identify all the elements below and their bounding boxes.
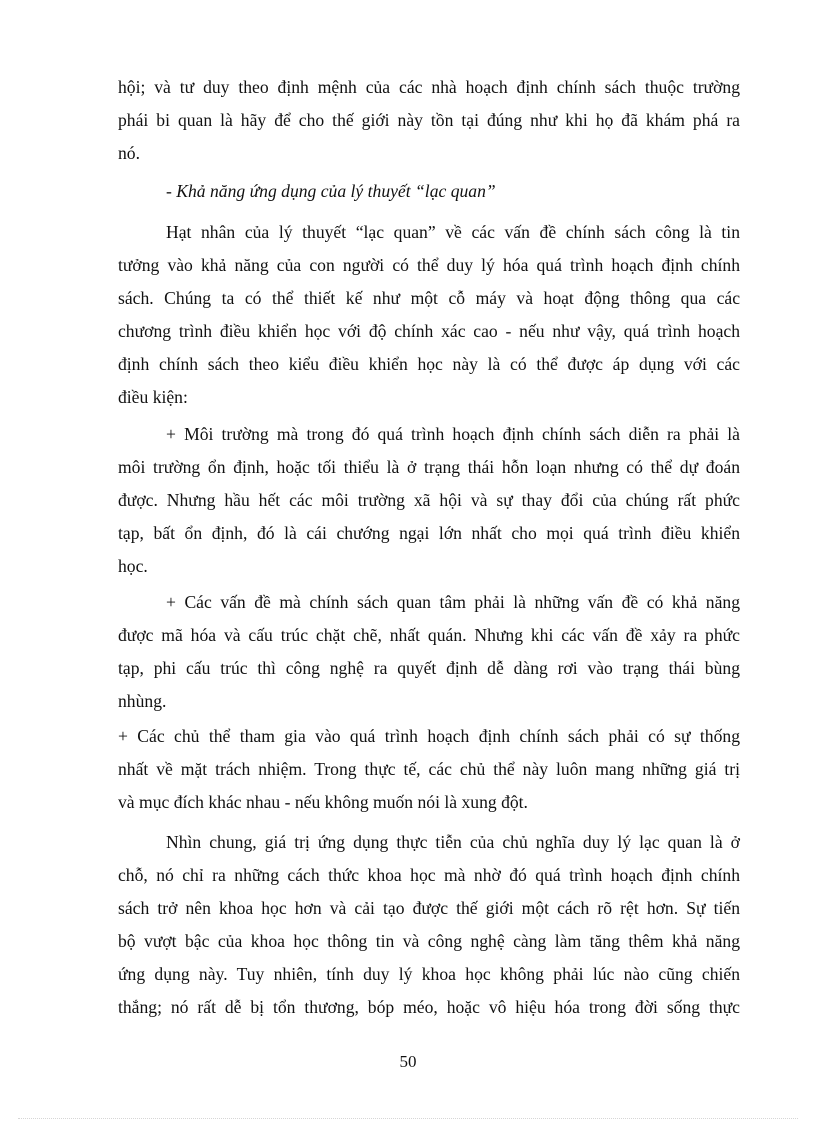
paragraph-4 bbox=[118, 720, 740, 819]
text-line: và mục đích khác nhau - nếu không muốn nói là xung đột. bbox=[118, 792, 528, 812]
paragraph-5 bbox=[118, 826, 740, 1024]
paragraph-3 bbox=[118, 586, 740, 718]
text-line: được mã hóa và cấu trúc chặt chẽ, nhất quán. Nhưng khi các vấn đề xảy ra phức bbox=[118, 625, 740, 645]
heading-text: - Khả năng ứng dụng của lý thuyết “lạc quan” bbox=[166, 181, 496, 201]
text-line: tạp, phi cấu trúc thì công nghệ ra quyết định dễ dàng rơi vào trạng thái bùng bbox=[118, 658, 740, 678]
text-line: nó. bbox=[118, 143, 140, 163]
paragraph-1 bbox=[118, 216, 740, 414]
text-line: + Các vấn đề mà chính sách quan tâm phải là những vấn đề có khả năng bbox=[166, 592, 740, 612]
text-line: tưởng vào khả năng của con người có thể duy lý hóa quá trình hoạch định chính bbox=[118, 255, 740, 275]
text-line: sách. Chúng ta có thể thiết kế như một cỗ máy và hoạt động thông qua các bbox=[118, 288, 740, 308]
text-line: định chính sách theo kiểu điều khiển học này là có thể được áp dụng với các bbox=[118, 354, 740, 374]
text-line: chỗ, nó chỉ ra những cách thức khoa học mà nhờ đó quá trình hoạch định chính bbox=[118, 865, 740, 885]
paragraph-2 bbox=[118, 418, 740, 583]
section-heading bbox=[166, 175, 740, 208]
text-line: nhùng. bbox=[118, 691, 167, 711]
footer-divider bbox=[18, 1118, 798, 1119]
text-line: tạp, bất ổn định, đó là cái chướng ngại lớn nhất cho mọi quá trình điều khiển bbox=[118, 523, 740, 543]
text-line: thắng; nó rất dễ bị tổn thương, bóp méo, hoặc vô hiệu hóa trong đời sống thực bbox=[118, 997, 740, 1017]
text-line: hội; và tư duy theo định mệnh của các nhà hoạch định chính sách thuộc trường bbox=[118, 77, 740, 97]
text-line: bộ vượt bậc của khoa học thông tin và công nghệ càng làm tăng thêm khả năng bbox=[118, 931, 740, 951]
text-line: Hạt nhân của lý thuyết “lạc quan” về các vấn đề chính sách công là tin bbox=[166, 222, 740, 242]
text-line: + Các chủ thể tham gia vào quá trình hoạch định chính sách phải có sự thống bbox=[118, 726, 740, 746]
text-line: học. bbox=[118, 556, 148, 576]
paragraph-continuation bbox=[118, 71, 740, 170]
text-line: nhất về mặt trách nhiệm. Trong thực tế, các chủ thể này luôn mang những giá trị bbox=[118, 759, 740, 779]
text-line: môi trường ổn định, hoặc tối thiểu là ở trạng thái hỗn loạn nhưng có thể dự đoán bbox=[118, 457, 740, 477]
page-number: 50 bbox=[399, 1052, 417, 1071]
text-line: phái bi quan là hãy để cho thế giới này tồn tại đúng như khi họ đã khám phá ra bbox=[118, 110, 740, 130]
text-line: Nhìn chung, giá trị ứng dụng thực tiễn của chủ nghĩa duy lý lạc quan là ở bbox=[166, 832, 740, 852]
text-line: sách trở nên khoa học hơn và cải tạo được thế giới một cách rõ rệt hơn. Sự tiến bbox=[118, 898, 740, 918]
text-line: chương trình điều khiển học với độ chính xác cao - nếu như vậy, quá trình hoạch bbox=[118, 321, 740, 341]
text-line: ứng dụng này. Tuy nhiên, tính duy lý khoa học không phải lúc nào cũng chiến bbox=[118, 964, 740, 984]
text-line: + Môi trường mà trong đó quá trình hoạch định chính sách diễn ra phải là bbox=[166, 424, 740, 444]
text-line: điều kiện: bbox=[118, 387, 188, 407]
text-line: được. Nhưng hầu hết các môi trường xã hội và sự thay đổi của chúng rất phức bbox=[118, 490, 740, 510]
